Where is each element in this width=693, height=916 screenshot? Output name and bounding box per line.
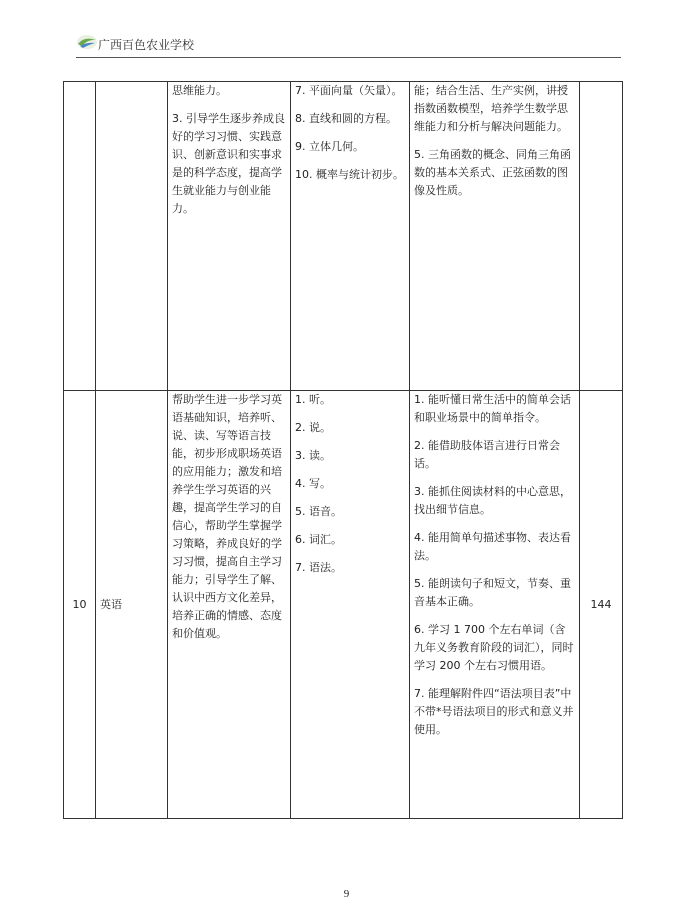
requirement-item: 3. 能抓住阅读材料的中心意思，找出细节信息。 bbox=[414, 485, 571, 516]
requirement-item: 4. 能用简单句描述事物、表达看法。 bbox=[414, 531, 571, 562]
requirement-item: 1. 能听懂日常生活中的简单会话和职业场景中的简单指令。 bbox=[414, 393, 571, 424]
course-hours: 144 bbox=[580, 391, 623, 819]
course-number: 10 bbox=[64, 391, 96, 819]
content-item: 3. 读。 bbox=[295, 449, 331, 462]
goal-text: 3. 引导学生逐步养成良好的学习习惯、实践意识、创新意识和实事求是的科学态度，提高学生就业能力与创业能力。 bbox=[172, 112, 285, 215]
content-item: 7. 平面向量（矢量）。 bbox=[295, 84, 403, 97]
cell-requirements bbox=[410, 391, 580, 819]
content-item: 10. 概率与统计初步。 bbox=[295, 168, 404, 181]
cell-content bbox=[291, 82, 410, 391]
table-row bbox=[64, 391, 623, 819]
requirement-item: 5. 三角函数的概念、同角三角函数的基本关系式、正弦函数的图像及性质。 bbox=[414, 148, 571, 197]
content-item: 4. 写。 bbox=[295, 477, 331, 490]
goal-text: 思维能力。 bbox=[172, 84, 227, 97]
goal-text: 帮助学生进一步学习英语基础知识，培养听、说、读、写等语言技能，初步形成职场英语的应用能力；激发和培养学生学习英语的兴趣，提高学生学习的自信心，帮助学生掌握学习策略，养成良好的学习习惯，提高自主学习能力；引导学生了解、认识中西方文化差异，培养正确的情感、态度和价值观。 bbox=[172, 393, 282, 640]
cell-goals bbox=[168, 391, 291, 819]
cell-goals bbox=[168, 82, 291, 391]
requirement-item: 6. 学习 1 700 个左右单词（含九年义务教育阶段的词汇），同时学习 200 个左右习惯用语。 bbox=[414, 623, 574, 672]
requirement-item: 2. 能借助肢体语言进行日常会话。 bbox=[414, 439, 560, 470]
content-item: 1. 听。 bbox=[295, 393, 331, 406]
page-number: 9 bbox=[343, 888, 350, 900]
requirement-item: 5. 能朗读句子和短文，节奏、重音基本正确。 bbox=[414, 577, 571, 608]
cell-course bbox=[96, 82, 168, 391]
content-item: 8. 直线和圆的方程。 bbox=[295, 112, 397, 125]
school-logo-icon bbox=[76, 33, 98, 51]
cell-content bbox=[291, 391, 410, 819]
content-item: 5. 语音。 bbox=[295, 505, 342, 518]
content-item: 2. 说。 bbox=[295, 421, 331, 434]
curriculum-table bbox=[63, 81, 623, 819]
school-name: 广西百色农业学校 bbox=[98, 38, 195, 52]
requirement-item: 能；结合生活、生产实例，讲授指数函数模型，培养学生数学思维能力和分析与解决问题能力。 bbox=[414, 84, 568, 133]
page-header bbox=[76, 33, 621, 58]
content-item: 9. 立体几何。 bbox=[295, 140, 364, 153]
table-row bbox=[64, 82, 623, 391]
requirement-item: 7. 能理解附件四“语法项目表”中不带*号语法项目的形式和意义并使用。 bbox=[414, 687, 574, 736]
course-name: 英语 bbox=[96, 391, 168, 819]
cell-no bbox=[64, 82, 96, 391]
cell-requirements bbox=[410, 82, 580, 391]
content-item: 6. 词汇。 bbox=[295, 533, 342, 546]
content-item: 7. 语法。 bbox=[295, 561, 342, 574]
cell-hours bbox=[580, 82, 623, 391]
